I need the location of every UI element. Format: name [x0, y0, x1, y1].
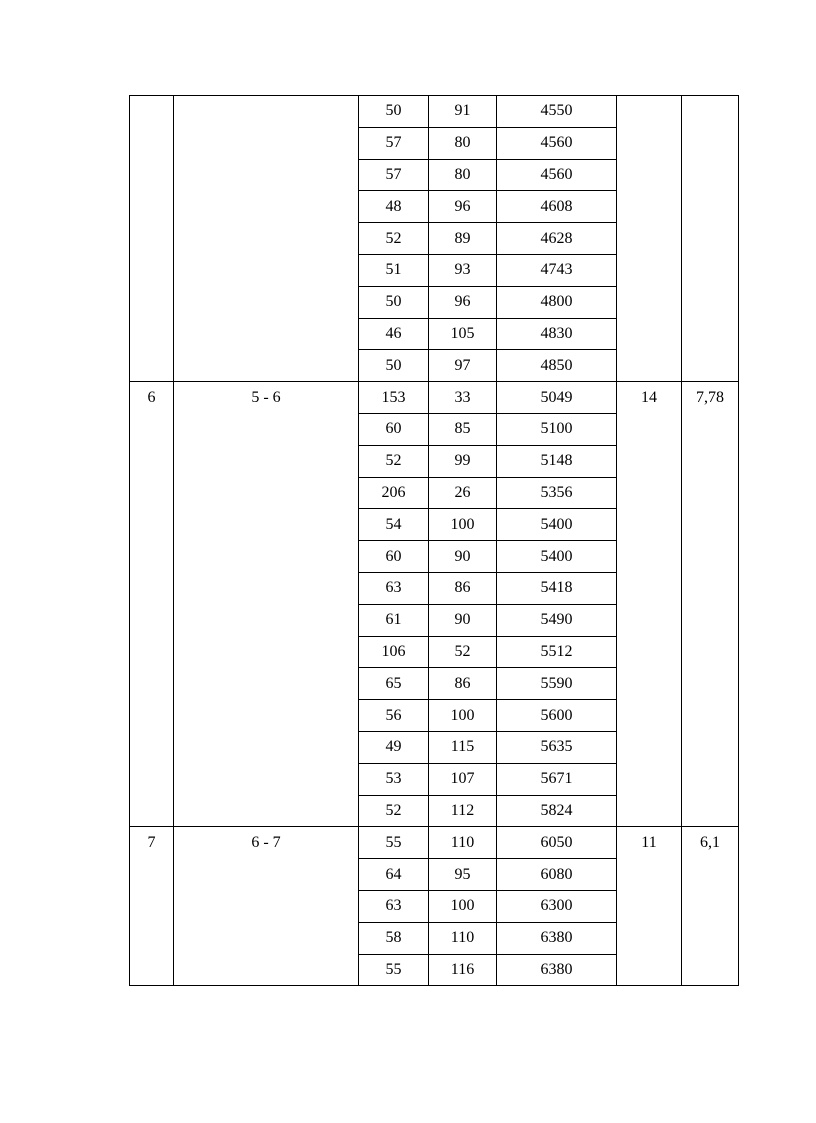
value-cell: 4550 — [497, 96, 617, 128]
value-cell: 6080 — [497, 859, 617, 891]
value-cell: 5418 — [497, 572, 617, 604]
table-row — [130, 827, 739, 859]
value-cell: 80 — [429, 159, 497, 191]
value-cell: 4560 — [497, 159, 617, 191]
value-cell: 5590 — [497, 668, 617, 700]
value-cell: 26 — [429, 477, 497, 509]
group-count-cell — [617, 96, 682, 382]
value-cell: 52 — [429, 636, 497, 668]
value-cell: 52 — [359, 795, 429, 827]
value-cell: 4608 — [497, 191, 617, 223]
value-cell: 4628 — [497, 223, 617, 255]
group-value-cell — [682, 96, 739, 382]
value-cell: 6300 — [497, 890, 617, 922]
value-cell: 100 — [429, 890, 497, 922]
value-cell: 52 — [359, 445, 429, 477]
value-cell: 85 — [429, 413, 497, 445]
value-cell: 96 — [429, 286, 497, 318]
group-number-cell: 7 — [130, 827, 174, 986]
group-value-cell: 7,78 — [682, 382, 739, 827]
value-cell: 63 — [359, 890, 429, 922]
value-cell: 58 — [359, 922, 429, 954]
table-row — [130, 96, 739, 128]
value-cell: 97 — [429, 350, 497, 382]
value-cell: 116 — [429, 954, 497, 986]
value-cell: 55 — [359, 954, 429, 986]
value-cell: 60 — [359, 541, 429, 573]
value-cell: 89 — [429, 223, 497, 255]
value-cell: 110 — [429, 922, 497, 954]
value-cell: 115 — [429, 731, 497, 763]
value-cell: 206 — [359, 477, 429, 509]
value-cell: 6380 — [497, 954, 617, 986]
value-cell: 107 — [429, 763, 497, 795]
value-cell: 49 — [359, 731, 429, 763]
value-cell: 90 — [429, 604, 497, 636]
value-cell: 5049 — [497, 382, 617, 414]
group-number-cell: 6 — [130, 382, 174, 827]
value-cell: 100 — [429, 700, 497, 732]
group-range-cell: 6 - 7 — [174, 827, 359, 986]
group-range-cell: 5 - 6 — [174, 382, 359, 827]
value-cell: 5600 — [497, 700, 617, 732]
value-cell: 5100 — [497, 413, 617, 445]
value-cell: 46 — [359, 318, 429, 350]
value-cell: 96 — [429, 191, 497, 223]
value-cell: 6380 — [497, 922, 617, 954]
group-count-cell: 14 — [617, 382, 682, 827]
group-range-cell — [174, 96, 359, 382]
table-row — [130, 382, 739, 414]
value-cell: 50 — [359, 286, 429, 318]
value-cell: 86 — [429, 668, 497, 700]
value-cell: 4830 — [497, 318, 617, 350]
value-cell: 54 — [359, 509, 429, 541]
value-cell: 99 — [429, 445, 497, 477]
value-cell: 5512 — [497, 636, 617, 668]
value-cell: 153 — [359, 382, 429, 414]
group-number-cell — [130, 96, 174, 382]
value-cell: 5824 — [497, 795, 617, 827]
value-cell: 4743 — [497, 254, 617, 286]
group-count-cell: 11 — [617, 827, 682, 986]
value-cell: 5635 — [497, 731, 617, 763]
value-cell: 52 — [359, 223, 429, 255]
value-cell: 105 — [429, 318, 497, 350]
value-cell: 5671 — [497, 763, 617, 795]
value-cell: 93 — [429, 254, 497, 286]
value-cell: 33 — [429, 382, 497, 414]
value-cell: 5356 — [497, 477, 617, 509]
table-body — [130, 96, 739, 986]
group-value-cell: 6,1 — [682, 827, 739, 986]
value-cell: 63 — [359, 572, 429, 604]
value-cell: 60 — [359, 413, 429, 445]
value-cell: 112 — [429, 795, 497, 827]
value-cell: 86 — [429, 572, 497, 604]
value-cell: 57 — [359, 127, 429, 159]
value-cell: 91 — [429, 96, 497, 128]
value-cell: 80 — [429, 127, 497, 159]
value-cell: 50 — [359, 96, 429, 128]
value-cell: 51 — [359, 254, 429, 286]
value-cell: 106 — [359, 636, 429, 668]
value-cell: 5400 — [497, 509, 617, 541]
value-cell: 4850 — [497, 350, 617, 382]
value-cell: 6050 — [497, 827, 617, 859]
value-cell: 64 — [359, 859, 429, 891]
value-cell: 56 — [359, 700, 429, 732]
value-cell: 110 — [429, 827, 497, 859]
value-cell: 100 — [429, 509, 497, 541]
data-table — [129, 95, 739, 986]
value-cell: 61 — [359, 604, 429, 636]
value-cell: 55 — [359, 827, 429, 859]
value-cell: 5148 — [497, 445, 617, 477]
value-cell: 4560 — [497, 127, 617, 159]
value-cell: 48 — [359, 191, 429, 223]
value-cell: 53 — [359, 763, 429, 795]
value-cell: 57 — [359, 159, 429, 191]
value-cell: 4800 — [497, 286, 617, 318]
value-cell: 65 — [359, 668, 429, 700]
value-cell: 5490 — [497, 604, 617, 636]
value-cell: 50 — [359, 350, 429, 382]
value-cell: 90 — [429, 541, 497, 573]
value-cell: 95 — [429, 859, 497, 891]
value-cell: 5400 — [497, 541, 617, 573]
